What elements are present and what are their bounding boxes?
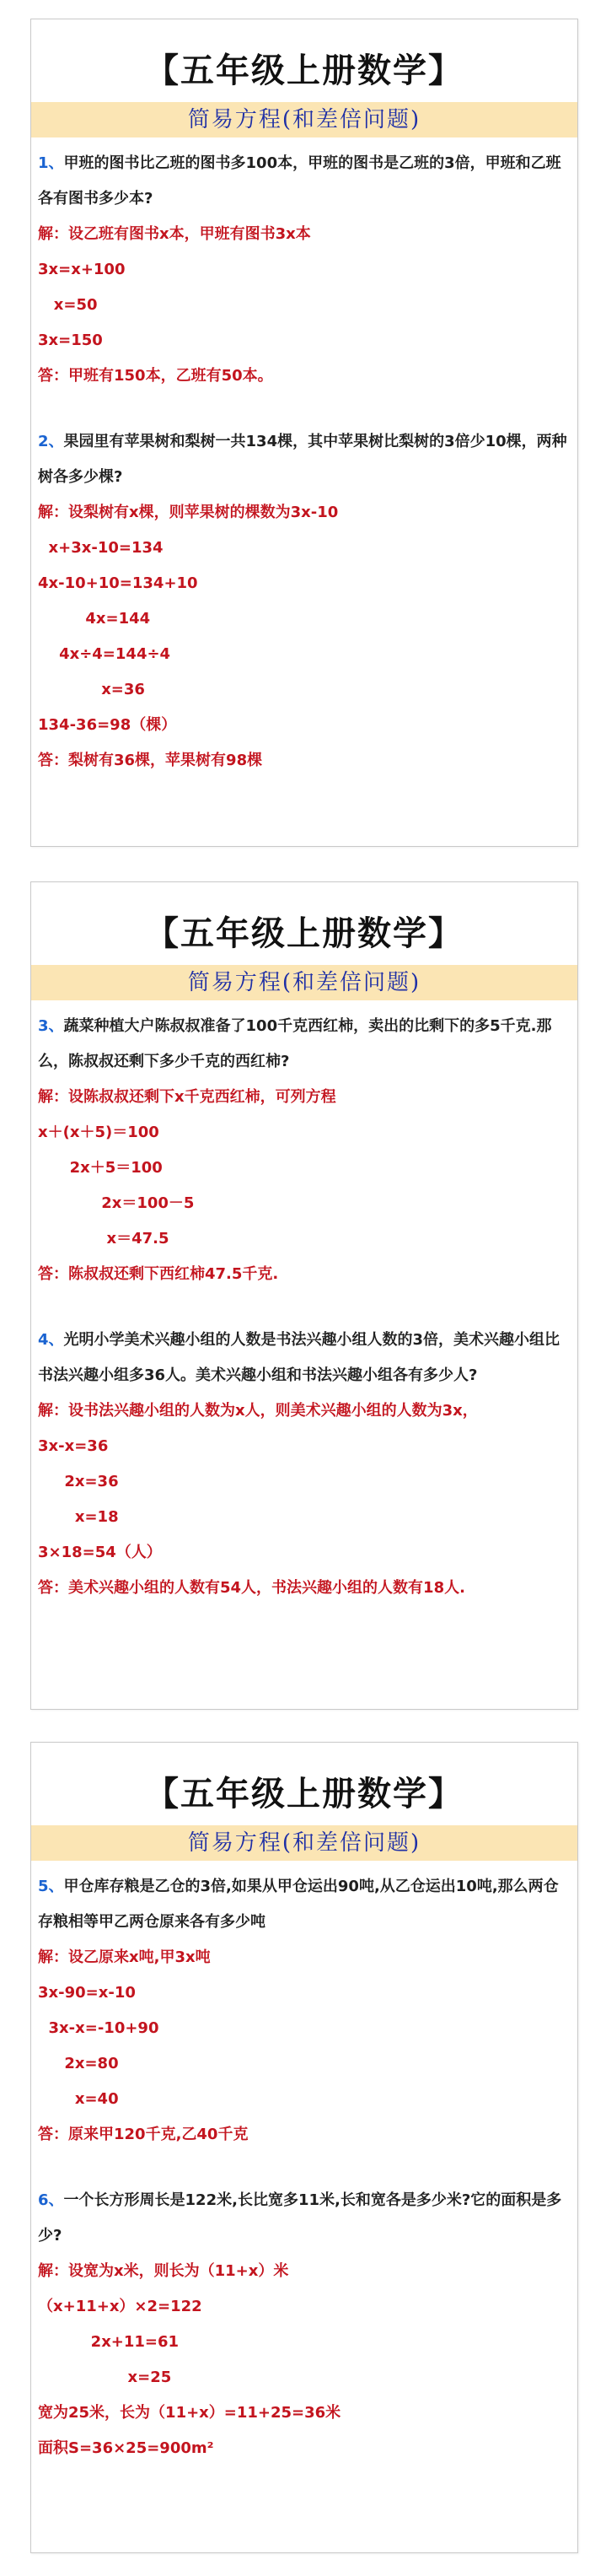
answer-line: 4x=144: [38, 610, 151, 628]
answer-line: 面积S=36×25=900m²: [38, 2439, 214, 2457]
answer-line: 2x＋5＝100: [38, 1159, 163, 1177]
answer-line: 答：原来甲120千克,乙40千克: [38, 2126, 249, 2143]
answer-line: 3×18=54（人）: [38, 1544, 162, 1561]
answer-line: 2x=36: [38, 1473, 119, 1490]
page-title: 【五年级上册数学】: [145, 51, 464, 90]
answer-line: 2x＝100－5: [38, 1194, 195, 1212]
subtitle-bar: [31, 1825, 577, 1861]
answer-line: x=36: [38, 681, 145, 698]
spacer: [38, 2153, 569, 2183]
answer-line: 3x=150: [38, 331, 103, 349]
answer-line: 答：陈叔叔还剩下西红柿47.5千克.: [38, 1265, 279, 1283]
answer-line: x+3x-10=134: [38, 539, 164, 557]
question-number: 2、: [38, 433, 64, 450]
answer-line: 解：设陈叔叔还剩下x千克西红柿，可列方程: [38, 1088, 336, 1106]
answer-line: 解：设乙班有图书x本，甲班有图书3x本: [38, 225, 311, 243]
answer-line: 134-36=98（棵）: [38, 716, 177, 734]
subtitle: 简易方程(和差倍问题): [187, 970, 421, 995]
answer-line: 3x-x=36: [38, 1437, 109, 1455]
question-number: 6、: [38, 2191, 64, 2209]
question-number: 5、: [38, 1878, 64, 1895]
subtitle-bar: [31, 965, 577, 1000]
answer-line: x＋(x＋5)＝100: [38, 1124, 159, 1141]
subtitle: 简易方程(和差倍问题): [187, 107, 421, 132]
answer-line: 答：甲班有150本，乙班有50本。: [38, 367, 273, 385]
question-1: 1、甲班的图书比乙班的图书多100本，甲班的图书是乙班的3倍，甲班和乙班各有图书多少本?: [38, 154, 561, 207]
problems: [38, 1009, 569, 1606]
answer-line: x=25: [38, 2369, 172, 2386]
subtitle: 简易方程(和差倍问题): [187, 1830, 421, 1856]
spacer: [38, 394, 569, 424]
answer-line: 答：梨树有36棵，苹果树有98棵: [38, 752, 263, 769]
question-number: 3、: [38, 1017, 64, 1035]
question-6: 6、一个长方形周长是122米,长比宽多11米,长和宽各是多少米?它的面积是多少?: [38, 2191, 562, 2245]
answer-line: 解：设书法兴趣小组的人数为x人，则美术兴趣小组的人数为3x，: [38, 1402, 478, 1420]
worksheet-card-2: [30, 881, 578, 1710]
spacer: [38, 1292, 569, 1323]
question-number: 4、: [38, 1331, 64, 1349]
question-5: 5、甲仓库存粮是乙仓的3倍,如果从甲仓运出90吨,从乙仓运出10吨,那么两仓存粮相等甲乙两仓原来各有多少吨: [38, 1878, 559, 1931]
answer-line: 2x+11=61: [38, 2333, 180, 2351]
question-3: 3、蔬菜种植大户陈叔叔准备了100千克西红柿，卖出的比剩下的多5千克.那么，陈叔叔还剩下多少千克的西红柿?: [38, 1017, 552, 1070]
answer-line: 解：设乙原来x吨,甲3x吨: [38, 1948, 211, 1966]
answer-line: 4x÷4=144÷4: [38, 645, 171, 663]
page-title: 【五年级上册数学】: [145, 1774, 464, 1813]
answer-line: x=40: [38, 2090, 119, 2108]
answer-line: 答：美术兴趣小组的人数有54人，书法兴趣小组的人数有18人.: [38, 1579, 465, 1597]
answer-line: 解：设宽为x米，则长为（11+x）米: [38, 2262, 289, 2280]
answer-line: 解：设梨树有x棵，则苹果树的棵数为3x-10: [38, 504, 339, 521]
answer-line: 3x-90=x-10: [38, 1984, 136, 2002]
problems: [38, 1869, 569, 2466]
answer-line: x=18: [38, 1508, 119, 1526]
problems: [38, 146, 569, 779]
page-title: 【五年级上册数学】: [145, 913, 464, 953]
answer-line: 2x=80: [38, 2055, 119, 2072]
answer-line: x＝47.5: [38, 1230, 169, 1248]
answer-line: 3x-x=-10+90: [38, 2019, 159, 2037]
worksheet-card-1: [30, 19, 578, 847]
question-number: 1、: [38, 154, 64, 172]
answer-line: 3x=x+100: [38, 261, 126, 278]
question-4: 4、光明小学美术兴趣小组的人数是书法兴趣小组人数的3倍，美术兴趣小组比书法兴趣小组多36人。美术兴趣小组和书法兴趣小组各有多少人?: [38, 1331, 560, 1384]
answer-line: 4x-10+10=134+10: [38, 574, 198, 592]
answer-line: x=50: [38, 296, 98, 314]
question-2: 2、果园里有苹果树和梨树一共134棵，其中苹果树比梨树的3倍少10棵，两种树各多少棵?: [38, 433, 567, 486]
worksheet-card-3: [30, 1742, 578, 2553]
subtitle-bar: [31, 102, 577, 137]
answer-line: 宽为25米，长为（11+x）=11+25=36米: [38, 2404, 341, 2422]
answer-line: （x+11+x）×2=122: [38, 2298, 202, 2315]
